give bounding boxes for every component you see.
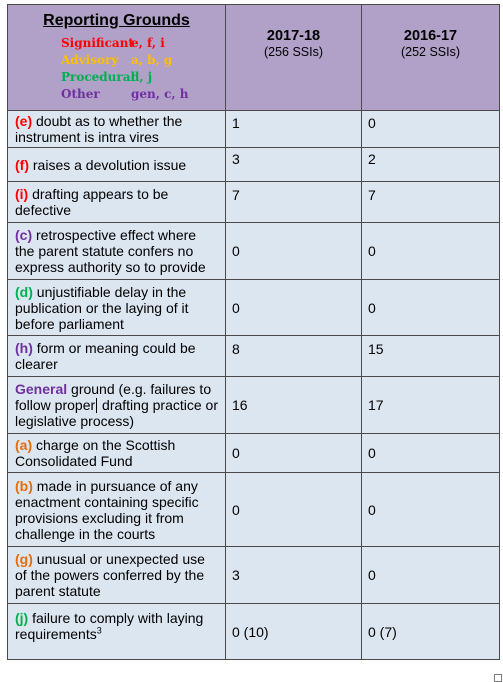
ground-description: General ground (e.g. failures to follow proper drafting practice or legislative process) — [8, 377, 226, 434]
legend-significant: Significant e, f, i — [61, 36, 165, 50]
value-2017-18: 0 (10) — [226, 604, 362, 660]
ground-description: (i) drafting appears to be defective — [8, 182, 226, 223]
value-2016-17: 0 — [362, 547, 500, 604]
table-row — [8, 280, 500, 336]
table-row — [8, 111, 500, 148]
ground-description: (f) raises a devolution issue — [8, 148, 226, 182]
value-2016-17: 0 — [362, 280, 500, 336]
table-row — [8, 336, 500, 377]
table-row — [8, 473, 500, 547]
value-2017-18: 3 — [226, 148, 362, 182]
value-2017-18: 7 — [226, 182, 362, 223]
ground-description: (a) charge on the Scottish Consolidated Fund — [8, 434, 226, 473]
reporting-grounds-header — [8, 5, 226, 111]
table-row — [8, 547, 500, 604]
value-2017-18: 16 — [226, 377, 362, 434]
value-2017-18: 0 — [226, 280, 362, 336]
value-2016-17: 7 — [362, 182, 500, 223]
ground-description: (c) retrospective effect where the parent statute confers no express authority so to provide — [8, 223, 226, 280]
table-row — [8, 377, 500, 434]
table-row — [8, 182, 500, 223]
category-legend — [61, 35, 225, 103]
reporting-grounds-title: Reporting Grounds — [43, 12, 190, 29]
text-cursor — [96, 398, 97, 413]
value-2016-17: 15 — [362, 336, 500, 377]
value-2016-17: 0 (7) — [362, 604, 500, 660]
value-2017-18: 3 — [226, 547, 362, 604]
value-2017-18: 0 — [226, 223, 362, 280]
value-2016-17: 2 — [362, 148, 500, 182]
table-row — [8, 434, 500, 473]
legend-advisory: Advisory a, b, g — [61, 53, 173, 67]
value-2017-18: 0 — [226, 473, 362, 547]
ground-description: (d) unjustifiable delay in the publication or the laying of it before parliament — [8, 280, 226, 336]
column-header-2016-17: 2016-17 (252 SSIs) — [362, 5, 500, 111]
table-row — [8, 148, 500, 182]
ground-description: (h) form or meaning could be clearer — [8, 336, 226, 377]
header-row — [8, 5, 500, 111]
value-2016-17: 0 — [362, 473, 500, 547]
value-2016-17: 0 — [362, 223, 500, 280]
value-2017-18: 8 — [226, 336, 362, 377]
value-2016-17: 0 — [362, 434, 500, 473]
value-2016-17: 17 — [362, 377, 500, 434]
value-2017-18: 0 — [226, 434, 362, 473]
ground-description: (e) doubt as to whether the instrument is intra vires — [8, 111, 226, 148]
ground-description: (j) failure to comply with laying requirements$^3$ — [8, 604, 226, 660]
footnote-marker: 3 — [96, 625, 102, 636]
resize-handle[interactable] — [494, 674, 502, 682]
legend-procedural: Procedural d, j — [61, 70, 153, 84]
value-2017-18: 1 — [226, 111, 362, 148]
reporting-grounds-table — [7, 4, 500, 660]
value-2016-17: 0 — [362, 111, 500, 148]
table-row — [8, 604, 500, 660]
ground-description: (g) unusual or unexpected use of the powers conferred by the parent statute — [8, 547, 226, 604]
column-header-2017-18: 2017-18 (256 SSIs) — [226, 5, 362, 111]
table-row — [8, 223, 500, 280]
ground-description: (b) made in pursuance of any enactment containing specific provisions excluding it from challenge in the courts — [8, 473, 226, 547]
legend-other: Other gen, c, h — [61, 87, 189, 101]
